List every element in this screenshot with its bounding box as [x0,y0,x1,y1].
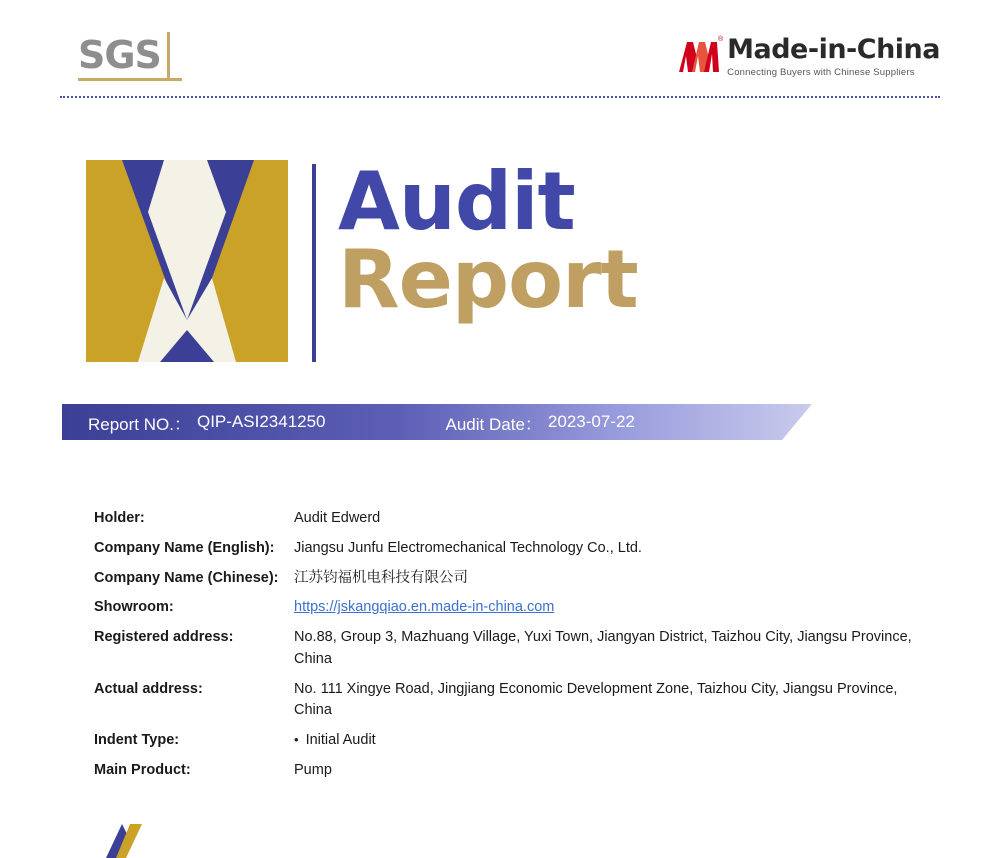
info-label: Main Product: [94,761,191,778]
header-divider [60,96,940,98]
info-row [94,679,924,723]
made-in-china-mark-icon [679,36,724,72]
footer-emblem-partial-icon [96,818,264,858]
info-label: Showroom: [94,599,174,616]
info-label: Company Name (English): [94,539,275,556]
info-row [94,508,924,530]
registered-trademark-icon: ® [717,36,724,43]
info-row [94,760,924,782]
info-value: No. 111 Xingye Road, Jingjiang Economic Development Zone, Taizhou City, Jiangsu Province, China [294,680,898,719]
title-text [338,155,638,326]
showroom-link[interactable]: https://jskangqiao.en.made-in-china.com [294,599,555,616]
info-label: Indent Type: [94,732,180,748]
sgs-logo [78,32,170,78]
info-label: Company Name (Chinese): [94,569,279,586]
info-value: 江苏钧福机电科技有限公司 [294,569,468,586]
made-in-china-wordmark [727,36,940,78]
info-value: • Initial Audit [294,730,924,752]
audit-date-label: Audit Date： [445,414,542,434]
info-row [94,730,924,752]
company-info-table [94,508,924,790]
info-value: No.88, Group 3, Mazhuang Village, Yuxi Town, Jiangyan District, Taizhou City, Jiangsu Province, China [294,629,912,667]
info-label: Actual address: [94,680,203,697]
report-no-value: QIP-ASI2341250 [196,412,326,431]
info-value: Pump [294,761,332,778]
sgs-logo-underline [78,78,182,81]
made-in-china-name: Made-in-China [727,34,940,65]
info-row [94,627,924,671]
report-title-block [0,155,1000,365]
title-vertical-divider [312,164,316,362]
info-label: Holder: [94,510,145,526]
sgs-logo-text: SGS [78,33,161,77]
title-line-audit: Audit [338,155,575,248]
info-value: Jiangsu Junfu Electromechanical Technology Co., Ltd. [294,539,642,556]
made-in-china-tagline: Connecting Buyers with Chinese Suppliers [727,67,915,78]
info-row [94,597,924,619]
info-row [94,568,924,590]
sgs-logo-bar [167,32,170,78]
info-row [94,538,924,560]
info-value: Audit Edwerd [294,510,381,526]
audit-date-value: 2023-07-22 [547,412,635,431]
report-no-label: Report NO.： [88,414,191,434]
report-banner [62,404,812,440]
document-header [0,0,1000,100]
report-banner-content [62,404,812,440]
title-line-report: Report [338,233,638,326]
audit-emblem-icon [86,160,288,362]
made-in-china-logo [679,36,940,78]
info-label: Registered address: [94,629,234,645]
